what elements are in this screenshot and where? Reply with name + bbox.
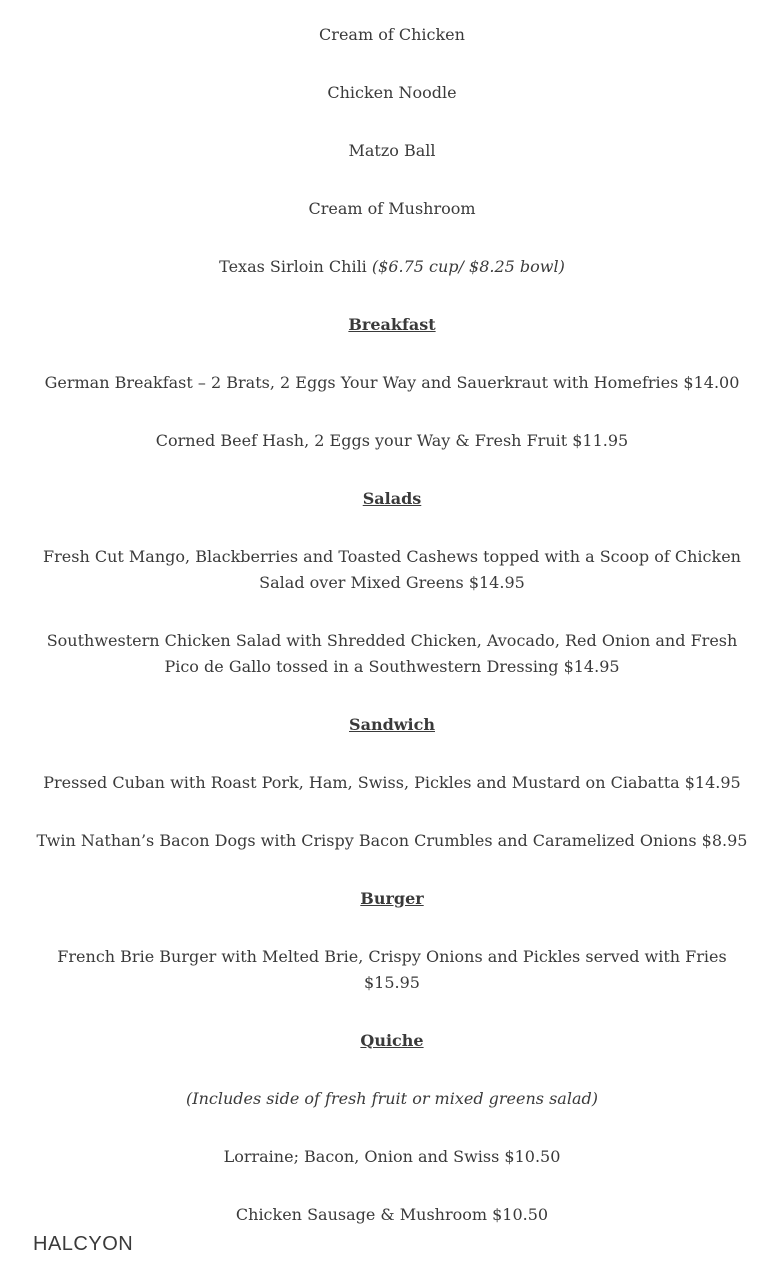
- burger-item-brie: French Brie Burger with Melted Brie, Crispy Onions and Pickles served with Fries $15.95: [57, 947, 727, 992]
- section-heading-burger: Burger: [360, 889, 424, 908]
- quiche-item-lorraine: Lorraine; Bacon, Onion and Swiss $10.50: [223, 1147, 561, 1166]
- section-heading-sandwich: Sandwich: [349, 715, 435, 734]
- section-heading-quiche: Quiche: [360, 1031, 424, 1050]
- soup-item-matzo-ball: Matzo Ball: [348, 141, 436, 160]
- brand-name: HALCYON: [33, 1233, 134, 1255]
- soup-item-cream-of-chicken: Cream of Chicken: [319, 25, 465, 44]
- section-heading-salads: Salads: [362, 489, 422, 508]
- sandwich-item-cuban: Pressed Cuban with Roast Pork, Ham, Swiss, Pickles and Mustard on Ciabatta $14.95: [43, 773, 741, 792]
- sandwich-item-bacon-dogs: Twin Nathan’s Bacon Dogs with Crispy Bacon Crumbles and Caramelized Onions $8.95: [36, 831, 748, 850]
- salad-item-mango: Fresh Cut Mango, Blackberries and Toasted Cashews topped with a Scoop of Chicken Salad over Mixed Greens $14.95: [43, 547, 741, 592]
- salad-item-southwestern: Southwestern Chicken Salad with Shredded Chicken, Avocado, Red Onion and Fresh Pico de Gallo tossed in a Southwestern Dressing $14.95: [46, 631, 738, 676]
- menu-content: [28, 22, 756, 1260]
- soup-item-chili: [28, 254, 756, 280]
- section-heading-breakfast: Breakfast: [348, 315, 436, 334]
- soup-item-chicken-noodle: Chicken Noodle: [327, 83, 457, 102]
- soup-item-cream-of-mushroom: Cream of Mushroom: [308, 199, 476, 218]
- quiche-note: (Includes side of fresh fruit or mixed greens salad): [186, 1089, 598, 1108]
- breakfast-item-german: German Breakfast – 2 Brats, 2 Eggs Your Way and Sauerkraut with Homefries $14.00: [44, 373, 740, 392]
- chili-name: Texas Sirloin Chili: [219, 257, 367, 276]
- quiche-item-chicken-sausage: Chicken Sausage & Mushroom $10.50: [235, 1205, 549, 1224]
- chili-price: ($6.75 cup/ $8.25 bowl): [371, 257, 565, 276]
- breakfast-item-corned-beef-hash: Corned Beef Hash, 2 Eggs your Way & Fresh Fruit $11.95: [155, 431, 629, 450]
